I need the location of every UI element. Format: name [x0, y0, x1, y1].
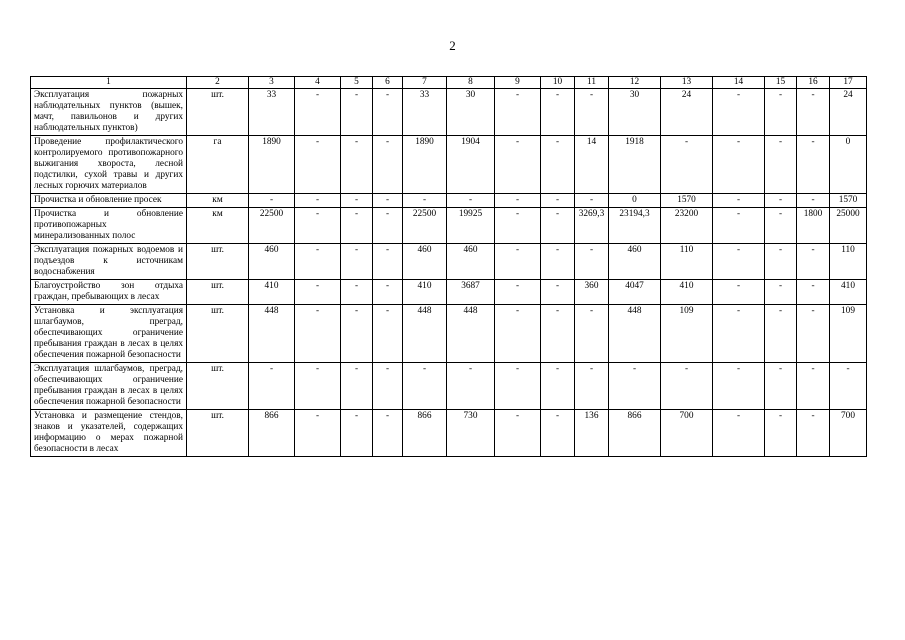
value-cell: - — [495, 208, 541, 244]
column-header: 9 — [495, 77, 541, 89]
value-cell: 0 — [609, 194, 661, 208]
unit-cell: шт. — [187, 410, 249, 457]
activity-description: Эксплуатация шлагбаумов, преград, обеспечивающих ограничение пребывания граждан в лесах в целях обеспечения пожарной безопасности — [31, 363, 187, 410]
page-number: 2 — [449, 38, 456, 53]
column-header: 14 — [713, 77, 765, 89]
value-cell: - — [295, 363, 341, 410]
value-cell: 1570 — [830, 194, 867, 208]
activity-description: Проведение профилактического контролируемого противопожарного выжигания хвороста, лесной подстилки, сухой травы и других лесных горючих материалов — [31, 136, 187, 194]
unit-cell: шт. — [187, 244, 249, 280]
value-cell: - — [713, 208, 765, 244]
value-cell: - — [295, 305, 341, 363]
value-cell: 110 — [830, 244, 867, 280]
value-cell: - — [575, 363, 609, 410]
value-cell: - — [765, 244, 797, 280]
column-header: 4 — [295, 77, 341, 89]
value-cell: - — [403, 363, 447, 410]
value-cell: - — [295, 244, 341, 280]
activity-description: Установка и эксплуатация шлагбаумов, преград, обеспечивающих ограничение пребывания граждан в лесах в целях обеспечения пожарной безопасности — [31, 305, 187, 363]
value-cell: - — [295, 136, 341, 194]
table-row — [31, 305, 867, 363]
value-cell: 30 — [609, 89, 661, 136]
column-header: 6 — [373, 77, 403, 89]
value-cell: - — [765, 410, 797, 457]
value-cell: - — [341, 194, 373, 208]
value-cell: - — [373, 305, 403, 363]
value-cell: - — [373, 89, 403, 136]
value-cell: - — [713, 363, 765, 410]
column-header: 3 — [249, 77, 295, 89]
value-cell: - — [797, 363, 830, 410]
value-cell: - — [341, 280, 373, 305]
activity-description: Прочистка и обновление просек — [31, 194, 187, 208]
value-cell: - — [575, 244, 609, 280]
value-cell: - — [295, 89, 341, 136]
value-cell: - — [713, 244, 765, 280]
value-cell: - — [713, 194, 765, 208]
value-cell: 700 — [661, 410, 713, 457]
unit-cell: км — [187, 194, 249, 208]
value-cell: - — [495, 305, 541, 363]
value-cell: 448 — [403, 305, 447, 363]
value-cell: - — [341, 208, 373, 244]
value-cell: 25000 — [830, 208, 867, 244]
value-cell: - — [713, 305, 765, 363]
value-cell: - — [495, 244, 541, 280]
value-cell: - — [661, 136, 713, 194]
value-cell: 19925 — [447, 208, 495, 244]
fire-safety-table — [30, 76, 867, 457]
value-cell: - — [495, 136, 541, 194]
value-cell: 866 — [249, 410, 295, 457]
unit-cell: шт. — [187, 280, 249, 305]
value-cell: - — [373, 244, 403, 280]
value-cell: - — [295, 194, 341, 208]
unit-cell: км — [187, 208, 249, 244]
unit-cell: шт. — [187, 363, 249, 410]
value-cell: - — [575, 305, 609, 363]
value-cell: - — [713, 280, 765, 305]
value-cell: 460 — [403, 244, 447, 280]
value-cell: - — [373, 194, 403, 208]
value-cell: 3269,3 — [575, 208, 609, 244]
activity-description: Установка и размещение стендов, знаков и указателей, содержащих информацию о мерах пожарной безопасности в лесах — [31, 410, 187, 457]
table-row — [31, 280, 867, 305]
value-cell: - — [830, 363, 867, 410]
table-row — [31, 410, 867, 457]
value-cell: 360 — [575, 280, 609, 305]
value-cell: 22500 — [249, 208, 295, 244]
value-cell: - — [495, 410, 541, 457]
value-cell: - — [373, 280, 403, 305]
value-cell: - — [575, 194, 609, 208]
value-cell: 700 — [830, 410, 867, 457]
table-row — [31, 208, 867, 244]
value-cell: 460 — [447, 244, 495, 280]
value-cell: - — [797, 305, 830, 363]
value-cell: - — [765, 194, 797, 208]
value-cell: 448 — [447, 305, 495, 363]
value-cell: - — [765, 305, 797, 363]
column-header: 16 — [797, 77, 830, 89]
value-cell: - — [797, 244, 830, 280]
value-cell: 24 — [661, 89, 713, 136]
value-cell: - — [295, 410, 341, 457]
table-row — [31, 194, 867, 208]
unit-cell: шт. — [187, 305, 249, 363]
value-cell: 0 — [830, 136, 867, 194]
value-cell: - — [575, 89, 609, 136]
value-cell: 22500 — [403, 208, 447, 244]
value-cell: - — [403, 194, 447, 208]
value-cell: - — [295, 280, 341, 305]
value-cell: - — [541, 305, 575, 363]
value-cell: - — [341, 410, 373, 457]
value-cell: - — [609, 363, 661, 410]
value-cell: - — [541, 89, 575, 136]
column-header: 13 — [661, 77, 713, 89]
value-cell: 730 — [447, 410, 495, 457]
unit-cell: га — [187, 136, 249, 194]
column-header: 15 — [765, 77, 797, 89]
value-cell: - — [373, 410, 403, 457]
value-cell: 24 — [830, 89, 867, 136]
value-cell: - — [373, 208, 403, 244]
value-cell: - — [341, 89, 373, 136]
value-cell: - — [341, 363, 373, 410]
value-cell: 460 — [609, 244, 661, 280]
value-cell: 1800 — [797, 208, 830, 244]
value-cell: 1904 — [447, 136, 495, 194]
value-cell: 448 — [609, 305, 661, 363]
value-cell: - — [765, 280, 797, 305]
value-cell: - — [541, 363, 575, 410]
value-cell: - — [249, 363, 295, 410]
value-cell: - — [797, 410, 830, 457]
column-header: 7 — [403, 77, 447, 89]
column-header: 8 — [447, 77, 495, 89]
value-cell: 410 — [830, 280, 867, 305]
value-cell: - — [341, 136, 373, 194]
value-cell: - — [541, 194, 575, 208]
value-cell: - — [797, 89, 830, 136]
value-cell: - — [765, 136, 797, 194]
value-cell: - — [797, 194, 830, 208]
value-cell: - — [797, 136, 830, 194]
activity-description: Прочистка и обновление противопожарных минерализованных полос — [31, 208, 187, 244]
table-row — [31, 89, 867, 136]
value-cell: - — [373, 136, 403, 194]
value-cell: - — [373, 363, 403, 410]
value-cell: 410 — [661, 280, 713, 305]
column-header: 2 — [187, 77, 249, 89]
value-cell: - — [495, 280, 541, 305]
activity-description: Эксплуатация пожарных водоемов и подъездов к источникам водоснабжения — [31, 244, 187, 280]
unit-cell: шт. — [187, 89, 249, 136]
table-row — [31, 136, 867, 194]
value-cell: 1890 — [249, 136, 295, 194]
value-cell: - — [797, 280, 830, 305]
value-cell: - — [541, 280, 575, 305]
table-row — [31, 363, 867, 410]
value-cell: - — [495, 89, 541, 136]
table-row — [31, 244, 867, 280]
value-cell: - — [765, 89, 797, 136]
value-cell: 30 — [447, 89, 495, 136]
value-cell: - — [495, 194, 541, 208]
value-cell: - — [295, 208, 341, 244]
value-cell: - — [541, 208, 575, 244]
column-header: 10 — [541, 77, 575, 89]
value-cell: 109 — [830, 305, 867, 363]
header-row — [31, 77, 867, 89]
column-header: 11 — [575, 77, 609, 89]
column-header: 5 — [341, 77, 373, 89]
value-cell: 33 — [403, 89, 447, 136]
value-cell: - — [765, 208, 797, 244]
value-cell: - — [713, 136, 765, 194]
value-cell: - — [447, 363, 495, 410]
value-cell: - — [661, 363, 713, 410]
value-cell: - — [341, 305, 373, 363]
value-cell: - — [541, 244, 575, 280]
value-cell: 460 — [249, 244, 295, 280]
value-cell: 410 — [403, 280, 447, 305]
value-cell: - — [713, 89, 765, 136]
value-cell: 1890 — [403, 136, 447, 194]
value-cell: - — [541, 410, 575, 457]
value-cell: - — [495, 363, 541, 410]
value-cell: - — [713, 410, 765, 457]
value-cell: 23200 — [661, 208, 713, 244]
value-cell: - — [341, 244, 373, 280]
value-cell: 410 — [249, 280, 295, 305]
column-header: 17 — [830, 77, 867, 89]
value-cell: 110 — [661, 244, 713, 280]
value-cell: 4047 — [609, 280, 661, 305]
value-cell: 448 — [249, 305, 295, 363]
value-cell: 1918 — [609, 136, 661, 194]
value-cell: 33 — [249, 89, 295, 136]
value-cell: 109 — [661, 305, 713, 363]
value-cell: - — [541, 136, 575, 194]
value-cell: 14 — [575, 136, 609, 194]
value-cell: - — [447, 194, 495, 208]
value-cell: 3687 — [447, 280, 495, 305]
activity-description: Благоустройство зон отдыха граждан, пребывающих в лесах — [31, 280, 187, 305]
value-cell: - — [765, 363, 797, 410]
value-cell: 866 — [609, 410, 661, 457]
column-header: 12 — [609, 77, 661, 89]
value-cell: 1570 — [661, 194, 713, 208]
column-header: 1 — [31, 77, 187, 89]
value-cell: 23194,3 — [609, 208, 661, 244]
value-cell: 866 — [403, 410, 447, 457]
activity-description: Эксплуатация пожарных наблюдательных пунктов (вышек, мачт, павильонов и других наблюдательных пунктов) — [31, 89, 187, 136]
value-cell: 136 — [575, 410, 609, 457]
value-cell: - — [249, 194, 295, 208]
